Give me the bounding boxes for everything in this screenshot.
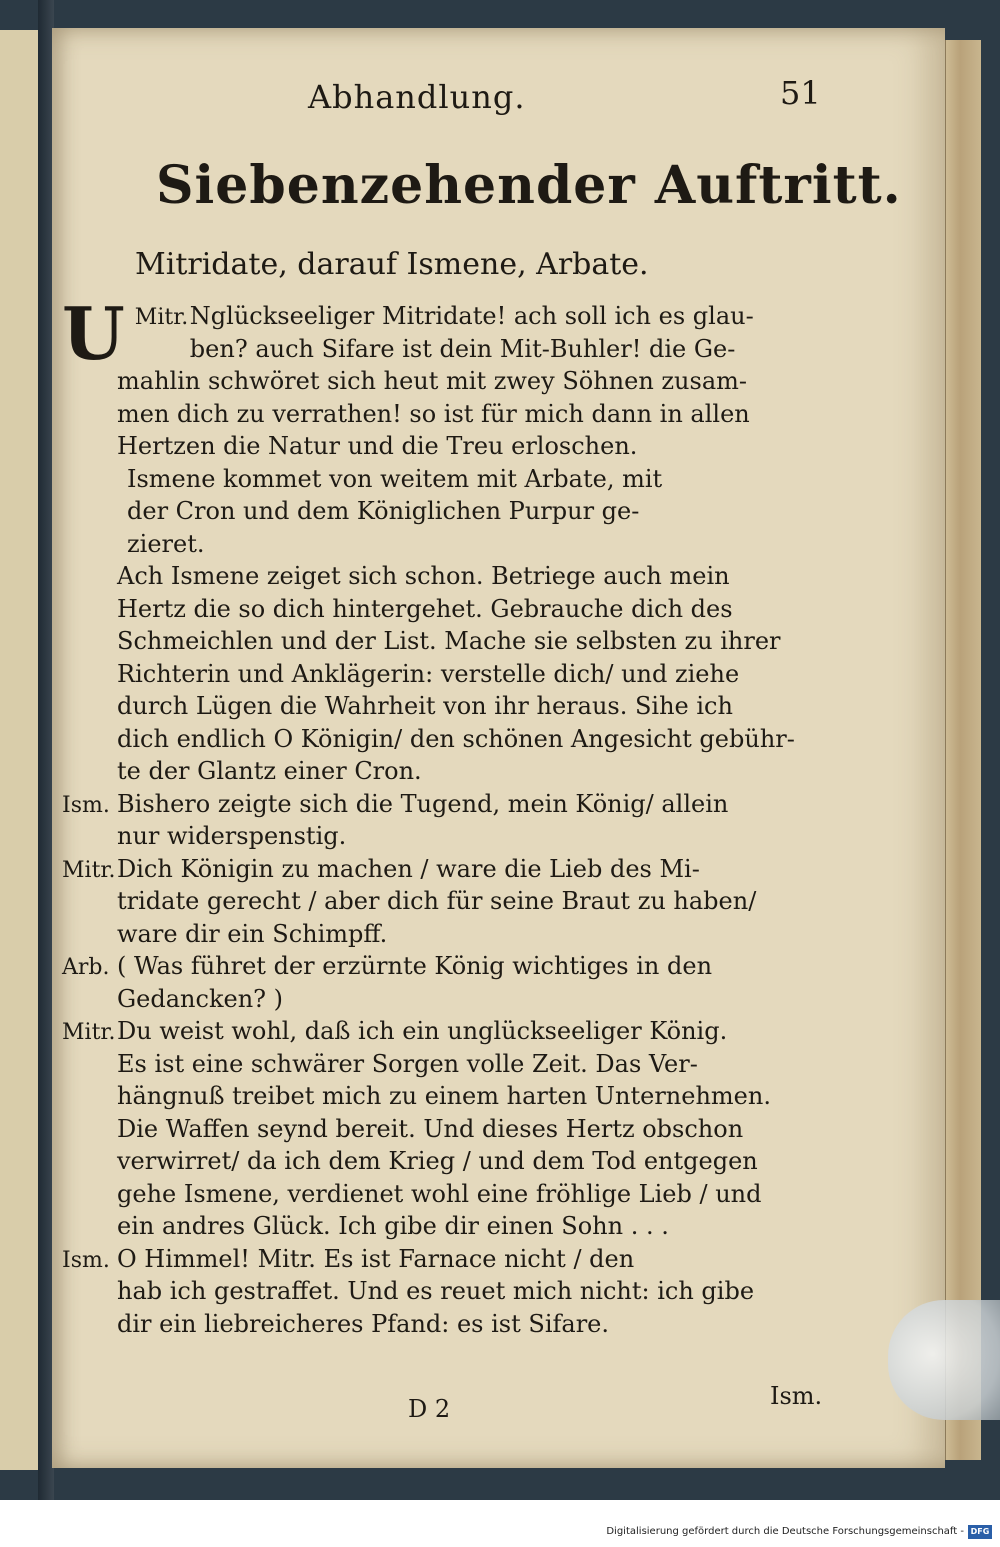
speaker-label: Mitr. bbox=[62, 857, 116, 883]
text-line bbox=[62, 658, 832, 691]
text-line bbox=[62, 1113, 832, 1146]
text-line bbox=[62, 885, 832, 918]
catchword: Ism. bbox=[770, 1382, 823, 1410]
text-line bbox=[62, 983, 832, 1016]
text-line bbox=[62, 690, 832, 723]
line-text: der Cron und dem Königlichen Purpur ge- bbox=[127, 497, 640, 525]
dfg-logo: DFG bbox=[968, 1525, 992, 1539]
line-text: men dich zu verrathen! so ist für mich dann in allen bbox=[117, 399, 750, 428]
text-line bbox=[62, 820, 832, 853]
text-line bbox=[62, 1145, 832, 1178]
line-text: ben? auch Sifare ist dein Mit-Buhler! die Ge- bbox=[189, 334, 736, 363]
scene-persons: Mitridate, darauf Ismene, Arbate. bbox=[135, 247, 649, 282]
line-text: durch Lügen die Wahrheit von ihr heraus. Sihe ich bbox=[117, 692, 733, 720]
credit-bar bbox=[0, 1500, 1000, 1547]
line-text: ein andres Glück. Ich gibe dir einen Sohn . . . bbox=[117, 1212, 669, 1240]
text-line bbox=[62, 950, 832, 983]
text-line bbox=[62, 723, 832, 756]
line-text: ( Was führet der erzürnte König wichtiges in den bbox=[117, 952, 713, 980]
line-text: Bishero zeigte sich die Tugend, mein König/ allein bbox=[117, 789, 729, 818]
text-line bbox=[62, 593, 832, 626]
line-text: Die Waffen seynd bereit. Und dieses Hertz obschon bbox=[117, 1114, 744, 1143]
text-line bbox=[62, 1243, 832, 1276]
page-stack-edge bbox=[945, 40, 981, 1460]
line-text: tridate gerecht / aber dich für seine Braut zu haben/ bbox=[117, 887, 757, 915]
text-line bbox=[62, 788, 832, 821]
page-clip bbox=[888, 1300, 1000, 1420]
line-text: Es ist eine schwärer Sorgen volle Zeit. Das Ver- bbox=[117, 1049, 698, 1078]
line-text: Ismene kommet von weitem mit Arbate, mit bbox=[127, 464, 663, 493]
text-line bbox=[62, 1048, 832, 1081]
scene-title: Siebenzehender Auftritt. bbox=[156, 155, 902, 216]
speaker-label: Mitr. bbox=[62, 1020, 116, 1045]
speaker-label: Ism. bbox=[62, 1247, 110, 1273]
text-line bbox=[62, 1308, 832, 1341]
play-text bbox=[62, 291, 832, 1340]
line-text: Richterin und Anklägerin: verstelle dich/ und ziehe bbox=[117, 659, 740, 688]
text-line bbox=[62, 560, 832, 593]
line-text: nur widerspenstig. bbox=[117, 822, 347, 850]
facing-page-edge bbox=[0, 30, 41, 1470]
line-text: Hertz die so dich hintergehet. Gebrauche dich des bbox=[117, 594, 733, 623]
text-line bbox=[62, 1275, 832, 1308]
text-line bbox=[62, 463, 832, 496]
text-line bbox=[62, 365, 832, 398]
text-line bbox=[62, 398, 832, 431]
text-line bbox=[62, 1080, 832, 1113]
text-line bbox=[62, 528, 832, 561]
text-line bbox=[62, 625, 832, 658]
text-line bbox=[62, 495, 832, 528]
text-line bbox=[62, 1210, 832, 1243]
running-head: Abhandlung. bbox=[308, 78, 526, 116]
line-text: Gedancken? ) bbox=[117, 984, 284, 1013]
text-line bbox=[62, 1015, 832, 1048]
line-text: Schmeichlen und der List. Mache sie selbsten zu ihrer bbox=[117, 627, 781, 655]
speaker-label: Arb. bbox=[62, 955, 110, 980]
text-line bbox=[62, 333, 832, 366]
speaker-label: Mitr. bbox=[134, 305, 189, 330]
speaker-label: Ism. bbox=[62, 792, 110, 818]
line-text: verwirret/ da ich dem Krieg / und dem Tod entgegen bbox=[117, 1147, 758, 1175]
line-text: Nglückseeliger Mitridate! ach soll ich es glau- bbox=[189, 302, 754, 330]
page-number: 51 bbox=[780, 74, 821, 112]
line-text: zieret. bbox=[127, 529, 205, 558]
line-text: te der Glantz einer Cron. bbox=[117, 757, 422, 785]
signature-mark: D 2 bbox=[408, 1395, 451, 1423]
line-text: Dich Königin zu machen / ware die Lieb des Mi- bbox=[117, 854, 700, 883]
text-line bbox=[62, 755, 832, 788]
text-line bbox=[62, 430, 832, 463]
line-text: ware dir ein Schimpff. bbox=[117, 919, 388, 948]
line-text: dir ein liebreicheres Pfand: es ist Sifare. bbox=[117, 1309, 609, 1338]
text-line bbox=[62, 918, 832, 951]
line-text: O Himmel! Mitr. Es ist Farnace nicht / den bbox=[117, 1244, 635, 1273]
drop-cap: U bbox=[62, 291, 125, 376]
line-text: gehe Ismene, verdienet wohl eine fröhlige Lieb / und bbox=[117, 1179, 762, 1208]
line-text: hab ich gestraffet. Und es reuet mich nicht: ich gibe bbox=[117, 1277, 755, 1305]
text-line bbox=[62, 1178, 832, 1211]
line-text: mahlin schwöret sich heut mit zwey Söhnen zusam- bbox=[117, 367, 747, 395]
line-text: Ach Ismene zeiget sich schon. Betriege auch mein bbox=[117, 562, 730, 590]
text-line bbox=[62, 853, 832, 886]
line-text: Du weist wohl, daß ich ein unglückseeliger König. bbox=[117, 1017, 728, 1045]
line-text: Hertzen die Natur und die Treu erloschen. bbox=[117, 432, 638, 460]
line-text: dich endlich O Königin/ den schönen Angesicht gebühr- bbox=[117, 724, 795, 753]
line-text: hängnuß treibet mich zu einem harten Unternehmen. bbox=[117, 1082, 771, 1110]
funding-credit: Digitalisierung gefördert durch die Deutsche Forschungsgemeinschaft - bbox=[606, 1526, 964, 1537]
